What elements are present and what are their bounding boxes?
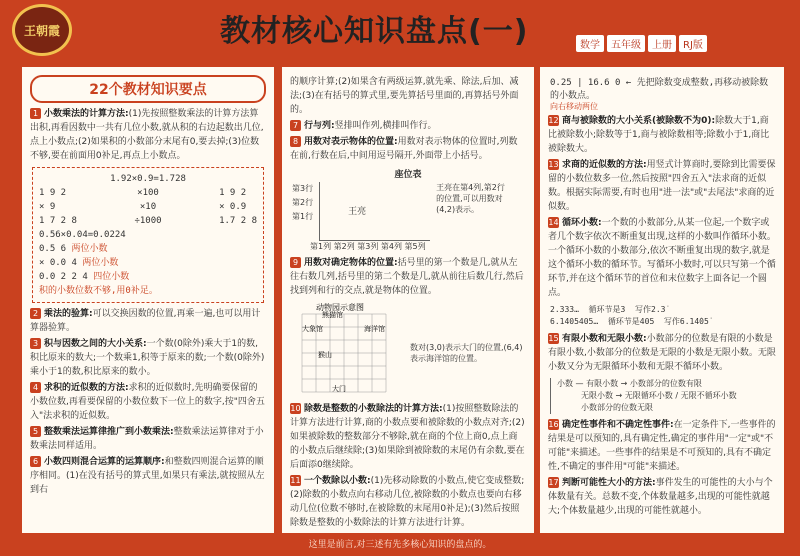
point-text: 可以交换因数的位置,再乘一遍,也可以用计算器验算。 xyxy=(30,309,261,333)
point-text: 事件发生的可能性的大小与个体数量有关。总数不变,个体数量越多,出现的可能性就越大;个体数量越少,出现的可能性就越小。 xyxy=(548,478,773,516)
point-text: 和整数四则混合运算的顺序相同。(1)在没有括号的算式里,如果只有乘法,就按照从左到右 xyxy=(30,457,265,495)
point-heading: 求积的近似数的方法: xyxy=(44,383,129,393)
main-gate: 大门 xyxy=(332,385,346,393)
decimal-top: 0.5 6 xyxy=(39,244,67,254)
footer: 这里是前言,对三述有先多核心知识的盘点的。 xyxy=(308,540,492,550)
point-8 xyxy=(290,135,526,163)
point-heading: 一个数除以小数: xyxy=(304,476,371,486)
example-equation: 1.92×0.9=1.728 xyxy=(110,174,186,184)
monkey-hill: 猴山 xyxy=(318,351,332,359)
division-example xyxy=(550,75,774,112)
point-1 xyxy=(30,107,266,163)
decimal-a: 2.333… xyxy=(550,305,579,314)
point-heading: 积与因数之间的大小关系: xyxy=(44,339,147,349)
middle-column xyxy=(282,67,534,533)
ocean-house: 海洋馆 xyxy=(364,325,385,333)
logo-text: 王朝霞 xyxy=(23,23,60,38)
point-number: 1 xyxy=(30,108,41,119)
elephant-house: 大象馆 xyxy=(302,325,323,333)
tree-nonrepeating: 无限不循环小数 xyxy=(680,391,737,400)
tree-repeating: 无限循环小数 xyxy=(624,391,673,400)
point-6-cont: 的顺序计算;(2)如果含有两级运算,就先乘、除法,后加、减法;(3)在有括号的算式里,要先算括号里面的,再算括号外面的。 xyxy=(290,77,519,115)
zoo-note: 数对(3,0)表示大门的位置,(6,4)表示海洋馆的位置。 xyxy=(410,343,523,363)
section-title: 22个教材知识要点 xyxy=(30,75,266,103)
point-12 xyxy=(548,114,776,156)
point-heading: 除数是整数的小数除法的计算方法: xyxy=(304,404,443,414)
student-mark: 王亮 xyxy=(348,207,367,217)
brand-logo xyxy=(12,4,72,56)
point-15 xyxy=(548,332,776,374)
point-number: 17 xyxy=(548,478,559,487)
point-number: 9 xyxy=(290,257,301,268)
seating-grid xyxy=(319,182,430,241)
decimal-result: 0.0 2 2 4 xyxy=(39,272,88,282)
point-heading: 小数乘法的计算方法: xyxy=(44,109,129,119)
cycle-b: 循环节是405 xyxy=(607,317,655,326)
panda-house: 熊猫馆 xyxy=(322,311,343,319)
vertical-result-2: 1.7 2 8 xyxy=(219,216,257,226)
point-text: 用数对表示物体的位置时,列数在前,行数在后,中间用逗号隔开,外面带上小括号。 xyxy=(290,137,518,161)
point-14 xyxy=(548,216,776,300)
seating-note: 王亮在第4列,第2行的位置,可以用数对(4,2)表示。 xyxy=(436,183,505,214)
point-heading: 商与被除数的大小关系(被除数不为0): xyxy=(562,116,716,126)
vertical-top-2: 1 9 2 xyxy=(219,188,247,198)
point-number: 13 xyxy=(548,160,559,169)
tag-edition: RJ版 xyxy=(679,35,707,52)
point-heading: 用数对确定物体的位置: xyxy=(304,258,398,268)
point-number: 12 xyxy=(548,116,559,125)
vertical-mult-2: × 0.9 xyxy=(219,202,247,212)
zoo-title: 动物园示意图 xyxy=(316,303,364,312)
point-number: 5 xyxy=(30,426,41,437)
point-text: 竖排叫作列,横排叫作行。 xyxy=(334,121,437,131)
point-11 xyxy=(290,474,526,530)
label-two-places-2: 两位小数 xyxy=(82,258,119,268)
point-7 xyxy=(290,119,526,133)
point-6 xyxy=(30,455,266,497)
point-number: 4 xyxy=(30,382,41,393)
decimal-classification: 小数 — 有限小数 → 小数部分的位数有限 无限小数 → 无限循环小数 / 无限不循环小数 小数部分的位数无限 xyxy=(550,378,774,414)
point-3 xyxy=(30,337,266,379)
point-heading: 乘法的验算: xyxy=(44,309,93,319)
point-17 xyxy=(548,476,776,518)
point-4 xyxy=(30,381,266,423)
point-heading: 整数乘法运算律推广到小数乘法: xyxy=(44,427,174,437)
point-13 xyxy=(548,158,776,214)
tree-infinite-desc: 小数部分的位数无限 xyxy=(581,403,653,412)
tag-term: 上册 xyxy=(648,35,676,52)
vertical-result: 1 7 2 8 xyxy=(39,216,77,226)
point-heading: 行与列: xyxy=(304,121,335,131)
point-number: 2 xyxy=(30,308,41,319)
label-four-places: 四位小数 xyxy=(93,272,130,282)
point-number: 10 xyxy=(290,404,301,413)
point-number: 16 xyxy=(548,420,559,429)
point-number: 14 xyxy=(548,218,559,227)
row-1-label: 第1行 xyxy=(292,212,314,221)
scale-down-1000: ÷1000 xyxy=(134,216,162,226)
scale-up-100: ×100 xyxy=(137,188,159,198)
decimal-mult: × 0.0 4 xyxy=(39,258,77,268)
cycle-a: 循环节是3 xyxy=(588,305,626,314)
point-text: 一个数的小数部分,从某一位起,一个数字或者几个数字依次不断重复出现,这样的小数叫作循环小数。一个循环小数的小数部分,依次不断重复出现的数字,就是这个循环小数的循环节。写循环小数时,可以只写第一个循环节,并在这个循环节的首位和末位数字上面各记一个圆点。 xyxy=(548,218,776,298)
row-2-label: 第2行 xyxy=(292,198,314,207)
tag-subject: 数学 xyxy=(576,35,604,52)
vertical-top: 1 9 2 xyxy=(39,188,67,198)
multiplication-example xyxy=(32,167,264,303)
page-title: 教材核心知识盘点(一) xyxy=(220,14,529,49)
point-9 xyxy=(290,256,526,298)
decimal-b: 6.1405405… xyxy=(550,317,599,326)
point-16 xyxy=(548,418,776,474)
vertical-mult: × 9 xyxy=(39,202,56,212)
point-heading: 确定性事件和不确定性事件: xyxy=(562,420,674,430)
column-labels: 第1列 第2列 第3列 第4列 第5列 xyxy=(310,242,426,251)
row-3-label: 第3行 xyxy=(292,184,314,193)
left-column xyxy=(22,67,274,533)
point-number: 8 xyxy=(290,136,301,147)
point-text: 求积的近似数时,先明确要保留的小数位数,再看要保留的小数位数下一位上的数字,按"四舍五入"法求积的近似数。 xyxy=(30,383,265,421)
point-heading: 小数四则混合运算的运算顺序: xyxy=(44,457,165,467)
point-text: 括号里的第一个数是几,就从左往右数几列,括号里的第二个数是几,就从前往后数几行,然后找到列和行的交点,就是物体的位置。 xyxy=(290,258,524,296)
example-equation-2: 0.56×0.04=0.0224 xyxy=(39,230,126,240)
division-note: 向右移动两位 xyxy=(550,102,598,111)
point-number: 15 xyxy=(548,334,559,343)
point-text: 在一定条件下,一些事件的结果是可以预知的,具有确定性,确定的事件用"一定"或"不可能"来描述。一些事件的结果是不可预知的,具有不确定性,不确定的事件用"可能"来描述。 xyxy=(548,420,776,472)
point-text: 小数部分的位数是有限的小数是有限小数,小数部分的位数是无限的小数是无限小数。无限小数又分为无限循环小数和无限不循环小数。 xyxy=(548,334,776,372)
seating-chart xyxy=(292,167,524,252)
point-10 xyxy=(290,402,526,472)
header xyxy=(0,0,800,64)
write-b: 写作6.14̇05̇ xyxy=(663,317,709,326)
point-text: 一个数(0除外)乘大于1的数,积比原来的数大;一个数乘1,积等于原来的数;一个数(0除外)乘小于1的数,积比原来的数小。 xyxy=(30,339,265,377)
scale-up-10: ×10 xyxy=(139,202,157,212)
point-text: (1)按照整数除法的计算方法进行计算,商的小数点要和被除数的小数点对齐;(2)如果被除数的整数部分不够除,就在商的个位上商0,点上商的小数点后继续除;(3)如果除到被除数的末尾仍有余数,要在后面添0继续除。 xyxy=(290,404,525,470)
point-number: 7 xyxy=(290,120,301,131)
tree-infinite: 无限小数 xyxy=(581,391,613,400)
grade-tags xyxy=(576,35,707,52)
point-number: 11 xyxy=(290,476,301,485)
point-number: 6 xyxy=(30,456,41,467)
zero-pad-note: 积的小数位数不够,用0补足。 xyxy=(39,286,158,296)
point-heading: 判断可能性大小的方法: xyxy=(562,478,656,488)
point-text: 除数大于1,商比被除数小;除数等于1,商与被除数相等;除数小于1,商比被除数大。 xyxy=(548,116,770,154)
point-heading: 求商的近似数的方法: xyxy=(562,160,647,170)
right-column xyxy=(540,67,784,533)
point-text: 用竖式计算商时,要除到比需要保留的小数位数多一位,然后按照"四舍五入"法求商的近似数。根据实际需要,有时也用"进一法"或"去尾法"求商的近似数。 xyxy=(548,160,776,212)
point-text: (1)先移动除数的小数点,使它变成整数;(2)除数的小数点向右移动几位,被除数的小数点也要向右移动几位(位数不够时,在被除数的末尾用0补足);(3)然后按照除数是整数的小数除法的计算方法进行计算。 xyxy=(290,476,525,528)
tree-finite-desc: 小数部分的位数有限 xyxy=(629,379,702,388)
zoo-grid xyxy=(292,302,402,398)
tag-grade: 五年级 xyxy=(607,35,645,52)
point-text: 整数乘法运算律对于小数乘法同样适用。 xyxy=(30,427,264,451)
zoo-map xyxy=(292,302,524,398)
point-2 xyxy=(30,307,266,335)
point-5 xyxy=(30,425,266,453)
point-number: 3 xyxy=(30,338,41,349)
repeating-decimal-example xyxy=(550,304,774,328)
point-text: (1)先按照整数乘法的计算方法算出积,再看因数中一共有几位小数,就从积的右边起数出几位,点上小数点;(2)如果积的小数部分末尾有0,要去掉;(3)位数不够,要在前面用0补足,再点上小数点。 xyxy=(30,109,264,161)
point-heading: 循环小数: xyxy=(562,218,602,228)
write-a: 写作2.3̇ xyxy=(635,305,666,314)
tree-finite: 有限小数 xyxy=(586,379,619,388)
division-line: 0.25 | 16.6 0 ← 先把除数变成整数,再移动被除数的小数点。 xyxy=(550,78,769,101)
label-two-places: 两位小数 xyxy=(71,244,108,254)
tree-root: 小数 xyxy=(557,379,573,388)
point-heading: 用数对表示物体的位置: xyxy=(304,137,398,147)
point-heading: 有限小数和无限小数: xyxy=(562,334,647,344)
seating-title: 座位表 xyxy=(394,170,422,180)
